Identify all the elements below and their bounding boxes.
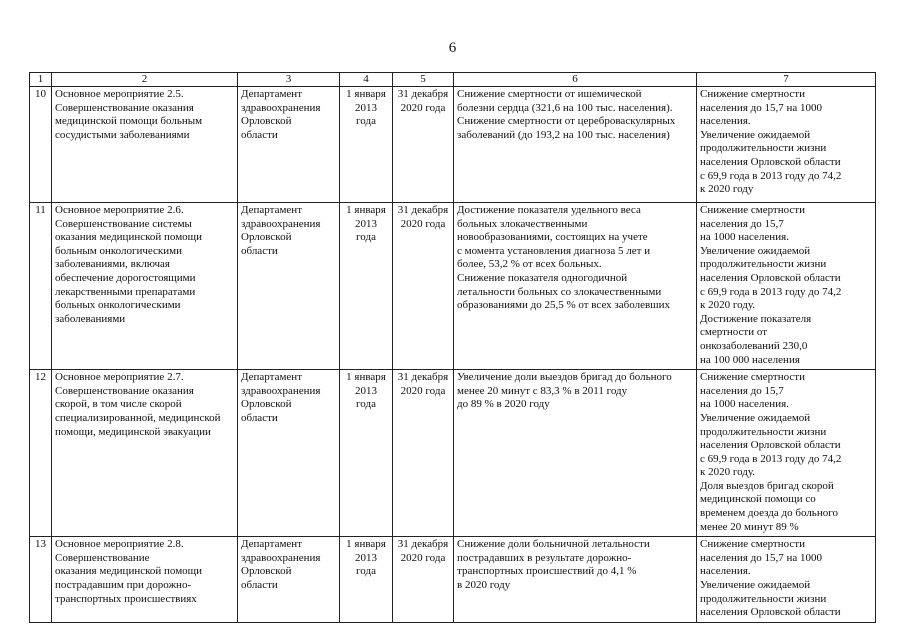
expected-result-cell (454, 87, 697, 203)
cell-line: специализированной, медицинской (55, 411, 221, 424)
cell-line: года (356, 565, 376, 578)
cell-line: Достижение показателя удельного веса (457, 204, 641, 216)
cell-line: с 69,9 года в 2013 году до 74,2 (700, 452, 842, 465)
cell-line: 2013 (355, 217, 377, 230)
cell-line: продолжительности жизни (700, 258, 827, 271)
cell-line: заболеваниями, включая (55, 258, 170, 271)
cell-line: 2013 (355, 384, 377, 397)
indicators-cell (697, 537, 876, 623)
end-date-cell (393, 537, 454, 623)
cell-line: 31 декабря (397, 371, 449, 384)
end-date-cell (393, 370, 454, 537)
cell-line: обеспечение дорогостоящими (55, 271, 196, 284)
table-row (30, 87, 876, 203)
activity-cell (52, 203, 238, 370)
cell-line: Департамент (241, 371, 303, 384)
indicators-cell (697, 203, 876, 370)
cell-line: Снижение смертности (700, 538, 805, 551)
indicators-cell (697, 87, 876, 203)
cell-line: области (241, 579, 278, 592)
cell-line: Достижение показателя (700, 312, 812, 325)
cell-line: Совершенствование (55, 551, 150, 564)
page-number: 6 (448, 40, 457, 56)
cell-line: на 1000 населения. (700, 398, 789, 411)
cell-line: 31 декабря (397, 538, 449, 551)
cell-line: Департамент (241, 204, 303, 216)
cell-line: Орловской (241, 231, 292, 244)
cell-line: Снижение смертности (700, 88, 805, 100)
executor-cell (238, 87, 340, 203)
header-col-2: 2 (52, 73, 238, 87)
cell-line: населения до 15,7 (700, 217, 784, 230)
cell-line: на 100 000 населения (700, 353, 800, 366)
cell-line: Орловской (241, 565, 292, 578)
cell-line: сосудистыми заболеваниями (55, 128, 190, 141)
cell-line: 1 января (346, 204, 386, 216)
cell-line: к 2020 году (700, 183, 754, 196)
activity-cell (52, 537, 238, 623)
cell-line: 2013 (355, 551, 377, 564)
cell-line: 2020 года (400, 217, 446, 230)
cell-line: онкозаболеваний 230,0 (700, 339, 808, 352)
cell-line: на 1000 населения. (700, 231, 789, 244)
cell-line: населения. (700, 565, 751, 578)
header-row (30, 73, 876, 87)
cell-line: помощи, медицинской эвакуации (55, 425, 211, 438)
cell-line: населения Орловской области (700, 439, 841, 452)
cell-line: здравоохранения (241, 217, 321, 230)
start-date-cell (340, 87, 393, 203)
cell-line: летальности больных со злокачественными (457, 285, 662, 298)
header-col-5: 5 (393, 73, 454, 87)
cell-line: года (356, 231, 376, 244)
cell-line: скорой, в том числе скорой (55, 398, 182, 411)
row-number: 13 (30, 537, 52, 623)
cell-line: медицинской помощи со (700, 493, 816, 506)
executor-cell (238, 203, 340, 370)
row-number: 11 (30, 203, 52, 370)
cell-line: Совершенствование оказания (55, 384, 194, 397)
header-col-7: 7 (697, 73, 876, 87)
cell-line: 1 января (346, 371, 386, 384)
cell-line: Снижение доли больничной летальности (457, 538, 650, 551)
cell-line: Снижение смертности (700, 371, 805, 384)
cell-line: населения до 15,7 (700, 384, 784, 397)
cell-line: с 69,9 года в 2013 году до 74,2 (700, 285, 842, 298)
measures-table (29, 72, 876, 623)
cell-line: населения Орловской области (700, 606, 841, 619)
table-row (30, 203, 876, 370)
cell-line: транспортных происшествиях (55, 592, 197, 605)
cell-line: населения до 15,7 на 1000 (700, 101, 822, 114)
cell-line: в 2020 году (457, 579, 511, 592)
start-date-cell (340, 203, 393, 370)
cell-line: пострадавших в результате дорожно- (457, 551, 632, 564)
cell-line: продолжительности жизни (700, 142, 827, 155)
cell-line: транспортных происшествий до 4,1 % (457, 565, 637, 578)
cell-line: области (241, 411, 278, 424)
cell-line: Орловской (241, 115, 292, 128)
row-number: 12 (30, 370, 52, 537)
cell-line: оказания медицинской помощи (55, 231, 203, 244)
cell-line: Снижение смертности от цереброваскулярных (457, 115, 676, 128)
cell-line: 1 января (346, 538, 386, 551)
cell-line: Снижение показателя одногодичной (457, 271, 628, 284)
end-date-cell (393, 203, 454, 370)
cell-line: здравоохранения (241, 101, 321, 114)
cell-line: Департамент (241, 88, 303, 100)
header-col-4: 4 (340, 73, 393, 87)
header-col-6: 6 (454, 73, 697, 87)
cell-line: Увеличение ожидаемой (700, 411, 811, 424)
cell-line: Снижение смертности от ишемической (457, 88, 642, 100)
end-date-cell (393, 87, 454, 203)
expected-result-cell (454, 537, 697, 623)
cell-line: 1 января (346, 88, 386, 100)
executor-cell (238, 537, 340, 623)
header-col-1: 1 (30, 73, 52, 87)
cell-line: населения Орловской области (700, 271, 841, 284)
cell-line: здравоохранения (241, 384, 321, 397)
cell-line: медицинской помощи больным (55, 115, 203, 128)
cell-line: образованиями до 25,5 % от всех заболевших (457, 299, 671, 312)
cell-line: заболеваниями (55, 312, 126, 325)
cell-line: населения до 15,7 на 1000 (700, 551, 822, 564)
cell-line: Основное мероприятие 2.7. (55, 371, 184, 384)
cell-line: Увеличение доли выездов бригад до больного (457, 371, 672, 384)
cell-line: более, 53,2 % от всех больных. (457, 258, 602, 271)
table-row (30, 370, 876, 537)
cell-line: 2020 года (400, 101, 446, 114)
cell-line: менее 20 минут с 83,3 % в 2011 году (457, 384, 628, 397)
expected-result-cell (454, 370, 697, 537)
indicators-cell (697, 370, 876, 537)
cell-line: Департамент (241, 538, 303, 551)
table-row (30, 537, 876, 623)
start-date-cell (340, 537, 393, 623)
cell-line: Основное мероприятие 2.5. (55, 88, 184, 100)
cell-line: Доля выездов бригад скорой (700, 479, 834, 492)
activity-cell (52, 87, 238, 203)
cell-line: области (241, 244, 278, 257)
cell-line: продолжительности жизни (700, 425, 827, 438)
cell-line: Снижение смертности (700, 204, 805, 216)
header-col-3: 3 (238, 73, 340, 87)
row-number: 10 (30, 87, 52, 203)
activity-cell (52, 370, 238, 537)
cell-line: 31 декабря (397, 88, 449, 100)
cell-line: 2020 года (400, 551, 446, 564)
cell-line: новообразованиями, состоящих на учете (457, 231, 648, 244)
expected-result-cell (454, 203, 697, 370)
cell-line: с 69,9 года в 2013 году до 74,2 (700, 169, 842, 182)
cell-line: населения. (700, 115, 751, 128)
cell-line: к 2020 году. (700, 466, 756, 479)
cell-line: смертности от (700, 326, 768, 339)
cell-line: менее 20 минут 89 % (700, 520, 799, 533)
cell-line: Основное мероприятие 2.6. (55, 204, 184, 216)
cell-line: болезни сердца (321,6 на 100 тыс. населения). (457, 101, 673, 114)
cell-line: области (241, 128, 278, 141)
cell-line: 2013 (355, 101, 377, 114)
cell-line: оказания медицинской помощи (55, 565, 203, 578)
cell-line: Совершенствование системы (55, 217, 192, 230)
cell-line: Увеличение ожидаемой (700, 579, 811, 592)
cell-line: 2020 года (400, 384, 446, 397)
cell-line: заболеваний (до 193,2 на 100 тыс. населения) (457, 128, 670, 141)
cell-line: Основное мероприятие 2.8. (55, 538, 184, 551)
cell-line: года (356, 398, 376, 411)
cell-line: продолжительности жизни (700, 592, 827, 605)
cell-line: больных онкологическими (55, 299, 181, 312)
cell-line: 31 декабря (397, 204, 449, 216)
cell-line: до 89 % в 2020 году (457, 398, 550, 411)
executor-cell (238, 370, 340, 537)
cell-line: пострадавшим при дорожно- (55, 579, 192, 592)
cell-line: Увеличение ожидаемой (700, 244, 811, 257)
cell-line: населения Орловской области (700, 155, 841, 168)
cell-line: Увеличение ожидаемой (700, 128, 811, 141)
cell-line: Совершенствование оказания (55, 101, 194, 114)
cell-line: к 2020 году. (700, 299, 756, 312)
cell-line: временем доезда до больного (700, 507, 838, 520)
cell-line: больных злокачественными (457, 217, 588, 230)
cell-line: года (356, 115, 376, 128)
cell-line: здравоохранения (241, 551, 321, 564)
cell-line: больным онкологическими (55, 244, 183, 257)
cell-line: лекарственными препаратами (55, 285, 196, 298)
cell-line: с момента установления диагноза 5 лет и (457, 244, 651, 257)
cell-line: Орловской (241, 398, 292, 411)
start-date-cell (340, 370, 393, 537)
